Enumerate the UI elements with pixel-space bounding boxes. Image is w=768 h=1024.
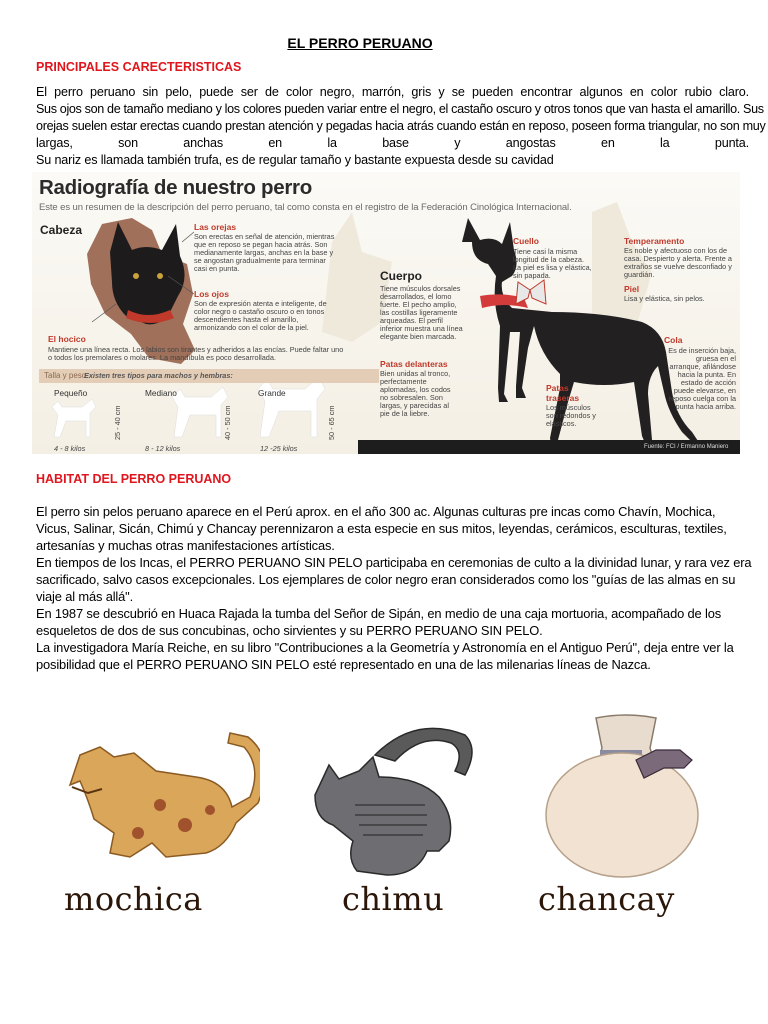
chimu-body: [315, 757, 451, 875]
paragraph-line: El perro sin pelos peruano aparece en el Perú aprox. en el año 300 ac. Algunas culturas pre incas como Chavín, Mochica,: [36, 504, 716, 519]
text-hocico: Mantiene una línea recta. Los labios son tirantes y adheridos a las encías. Puede faltar uno o todos los premolares o molares. La mandíbula es poco desarrollada.: [48, 345, 344, 362]
dog-bow-shape: [530, 280, 546, 304]
paragraph-line: artesanías y muchas otras manifestaciones artísticas.: [36, 538, 335, 553]
paragraph-line: Sus ojos son de tamaño mediano y los colores pueden variar entre el negro, el castaño oscuro y otros tonos que van hasta el amarillo. Sus: [36, 102, 764, 116]
text-orejas: Son erectas en señal de atención, mientras que en reposo se pegan hacia atrás. Son medianamente largas, anchas en la base y se angostan gradualmente para terminar casi en punta.: [194, 232, 335, 273]
label-hocico: El hocico: [48, 334, 86, 344]
mochica-spot: [205, 805, 215, 815]
mochica-spot: [132, 827, 144, 839]
paragraph-line: orejas suelen estar erectas cuando prestan atención y pegadas hacia atrás cuando están en reposo, poseen forma triangular, no son muy: [36, 119, 766, 133]
caracteristicas-paragraph: [36, 84, 766, 169]
paragraph-line: Vicus, Salinar, Sicán, Chimú y Chancay perennizaron a esta especie en sus mitos, leyendas, cerámicos, esculturas, textiles,: [36, 521, 727, 536]
label-orejas: Las orejas: [194, 222, 237, 232]
size-weight-medium: 8 - 12 kilos: [145, 444, 181, 453]
word: son: [118, 136, 138, 150]
paragraph-line: esqueletos de dos de sus concubinas, ocho sirvientes y su PERRO PERUANO SIN PELO.: [36, 623, 543, 638]
text-cola: Es de inserción baja, gruesa en el arranque, afilándose hacia la punta. En estado de acción puede elevarse, en reposo cuelga con la punta hacia arriba.: [668, 346, 736, 411]
size-silhouette-small: [52, 399, 96, 437]
habitat-paragraph: [36, 503, 752, 673]
dog-bow-shape: [516, 282, 530, 304]
chancay-body: [546, 753, 698, 877]
dog-eye: [133, 273, 139, 279]
word: angostas: [505, 136, 556, 150]
size-name-medium: Mediano: [145, 388, 177, 398]
word: base: [382, 136, 409, 150]
text-cuello: Tiene casi la misma longitud de la cabeza. La piel es lisa y elástica, sin papada.: [513, 247, 592, 280]
word: en: [600, 136, 615, 150]
section-heading-caracteristicas: PRINCIPALES CARECTERISTICAS: [36, 60, 242, 74]
label-cabeza: Cabeza: [40, 223, 83, 237]
section-heading-habitat: HABITAT DEL PERRO PERUANO: [36, 472, 232, 486]
word: largas,: [36, 136, 73, 150]
word: en: [268, 136, 283, 150]
infographic-subtitle: Este es un resumen de la descripción del perro peruano, tal como consta en el registro de la Federación Cinológica Internacional.: [39, 202, 572, 213]
word: y: [454, 136, 461, 150]
text-temperamento: Es noble y afectuoso con los de casa. Despierto y alerta. Frente a extraños se vuelve desconfiado y guardián.: [624, 246, 732, 279]
chancay-ceramic-image: [540, 710, 710, 880]
size-name-large: Grande: [258, 388, 286, 398]
text-ojos: Son de expresión atenta e inteligente, de color negro o castaño oscuro o en tonos descendientes hasta el amarillo, armonizando con el color de la piel.: [194, 299, 327, 332]
size-height-large: 50 - 65 cm: [327, 405, 336, 440]
label-ojos: Los ojos: [194, 289, 229, 299]
document-title: EL PERRO PERUANO: [287, 35, 433, 51]
dog-eye: [157, 273, 163, 279]
artifact-label-mochica: mochica: [64, 880, 203, 918]
label-patas-traseras: Patas traseras: [546, 383, 580, 403]
artifact-label-chancay: chancay: [538, 880, 675, 918]
infographic-radiografia: [32, 172, 740, 454]
size-silhouette-large: [258, 377, 325, 437]
word: punta.: [714, 136, 749, 150]
infographic-title: Radiografía de nuestro perro: [39, 176, 312, 199]
size-name-small: Pequeño: [54, 388, 88, 398]
mochica-ceramic-image: [50, 715, 260, 880]
paragraph-line: posibilidad que el PERRO PERUANO SIN PELO esté representado en una de las milenarias líneas de Nazca.: [36, 657, 651, 672]
paragraph-line: Su nariz es llamada también trufa, es de regular tamaño y bastante expuesta desde su cavidad: [36, 153, 554, 167]
paragraph-line: En tiempos de los Incas, el PERRO PERUANO SIN PELO participaba en ceremonias de culto a la divinidad lunar, y rara vez era: [36, 555, 752, 570]
text-patas-delanteras: Bien unidas al tronco, perfectamente aplomadas, los codos no sobresalen. Son largas, y parecidas al pie de la liebre.: [380, 369, 451, 418]
mochica-spot: [178, 818, 192, 832]
pointer-line: [182, 232, 194, 242]
label-patas-delanteras: Patas delanteras: [380, 359, 448, 369]
label-talla: Talla y peso: [44, 371, 87, 380]
chimu-ceramic-image: [305, 715, 480, 880]
label-temperamento: Temperamento: [624, 236, 685, 246]
word: la: [660, 136, 670, 150]
size-weight-large: 12 -25 kilos: [260, 444, 298, 453]
size-height-medium: 40 - 50 cm: [223, 405, 232, 440]
label-cuerpo: Cuerpo: [380, 269, 422, 283]
paragraph-line: El perro peruano sin pelo, puede ser de color negro, marrón, gris y se pueden encontrar algunos en color rubio claro.: [36, 85, 749, 99]
mochica-spot: [154, 799, 166, 811]
artifact-label-chimu: chimu: [342, 880, 445, 918]
paragraph-line: sacrificado, salvo casos excepcionales. Los ejemplares de color negro eran considerados como los "guías de las almas en su: [36, 572, 736, 587]
mochica-body: [70, 733, 260, 857]
size-height-small: 25 - 40 cm: [113, 405, 122, 440]
size-silhouette-medium: [172, 387, 228, 437]
size-weight-small: 4 - 8 kilos: [54, 444, 86, 453]
text-talla-note: Existen tres tipos para machos y hembras:: [84, 371, 233, 380]
word: la: [327, 136, 337, 150]
label-piel: Piel: [624, 284, 640, 294]
text-patas-traseras: Los músculos son redondos y elásticos.: [546, 403, 596, 428]
paragraph-line: viaje al más allá".: [36, 589, 134, 604]
paragraph-line: La investigadora María Reiche, en su libro "Contribuciones a la Geometría y Astronomía en el Antiguo Perú", deja entre ver la: [36, 640, 734, 655]
word: anchas: [183, 136, 223, 150]
source-credit: Fuente: FCI / Ermanno Maniero: [644, 444, 729, 450]
text-piel: Lisa y elástica, sin pelos.: [624, 294, 705, 303]
label-cuello: Cuello: [513, 236, 539, 246]
chimu-handle: [375, 728, 472, 775]
paragraph-line: En 1987 se descubrió en Huaca Rajada la tumba del Señor de Sipán, en medio de una caja mortuoria, acompañado de los: [36, 606, 722, 621]
paragraph-line: [36, 135, 749, 152]
label-cola: Cola: [664, 335, 683, 345]
text-cuerpo: Tiene músculos dorsales desarrollados, el lomo fuerte. El pecho amplio, las costillas ligeramente arqueadas. El perfil inferior muestra una línea elegante bien marcada.: [380, 284, 463, 341]
